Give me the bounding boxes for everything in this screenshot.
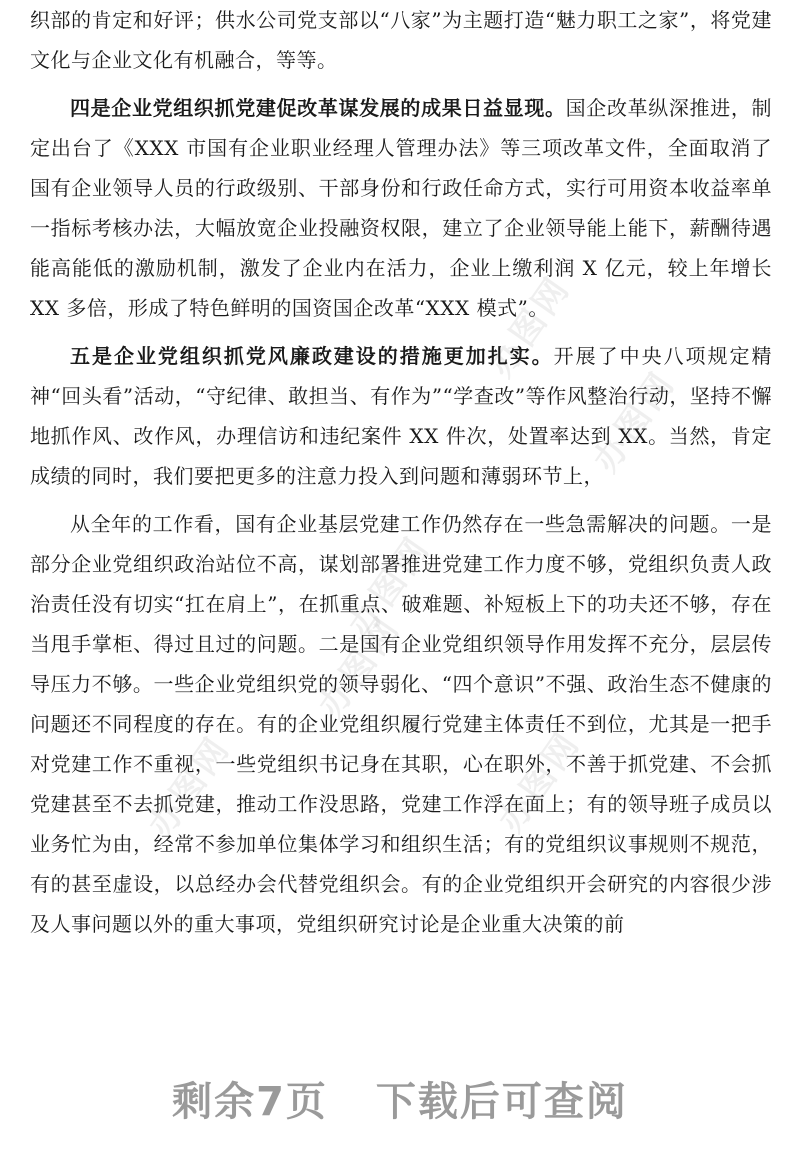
download-to-view-text: 下载后可查阅 <box>375 1079 628 1125</box>
paragraph-lead: 四是企业党组织抓党建促改革谋发展的成果日益显现。 <box>70 96 566 120</box>
paragraph-text: 织部的肯定和好评；供水公司党支部以“八家”为主题打造“魅力职工之家”，将党建文化与企业文化有机融合，等等。 <box>30 8 772 72</box>
paragraph-integrity <box>30 336 772 496</box>
paragraph-problems <box>30 504 772 944</box>
paragraph-reform <box>30 88 772 328</box>
watermark: 办图网 <box>480 268 579 385</box>
paragraph-text: 从全年的工作看，国有企业基层党建工作仍然存在一些急需解决的问题。一是部分企业党组织政治站位不高，谋划部署推进党建工作力度不够，党组织负责人政治责任没有切实“扛在肩上”，在抓重点、破难题、补短板上下的功夫还不够，存在当甩手掌柜、得过且过的问题。二是国有企业党组织领导作用发挥不充分，层层传导压力不够。一些企业党组织党的领导弱化、“四个意识”不强、政治生态不健康的问题还不同程度的存在。有的企业党组织履行党建主体责任不到位，尤其是一把手对党建工作不重视，一些党组织书记身在其职，心在职外，不善于抓党建、不会抓党建甚至不去抓党建，推动工作没思路，党建工作浮在面上；有的领导班子成员以业务忙为由，经常不参加单位集体学习和组织生活；有的党组织议事规则不规范，有的甚至虚设，以总经办会代替党组织会。有的企业党组织开会研究的内容很少涉及人事问题以外的重大事项，党组织研究讨论是企业重大决策的前 <box>30 512 772 936</box>
remaining-pages-text: 剩余7页 <box>172 1079 328 1125</box>
paragraph-text: 国企改革纵深推进，制定出台了《XXX 市国有企业职业经理人管理办法》等三项改革文件，全面取消了国有企业领导人员的行政级别、干部身份和行政任命方式，实行可用资本收益率单一指标考核办法，大幅放宽企业投融资权限，建立了企业领导能上能下，薪酬待遇能高能低的激励机制，激发了企业内在活力，企业上缴利润 X 亿元，较上年增长 XX 多倍，形成了特色鲜明的国资国企改革“XXX 模式”。 <box>30 96 773 320</box>
paragraph-lead: 五是企业党组织抓党风廉政建设的措施更加扎实。 <box>70 344 554 368</box>
watermark: 办图网 <box>340 528 439 645</box>
watermark: 办图网 <box>140 728 239 845</box>
watermark: 办图网 <box>310 608 409 725</box>
watermark: 办图网 <box>585 363 684 480</box>
document-body <box>30 0 772 952</box>
paragraph-text: 开展了中央八项规定精神“回头看”活动，“守纪律、敢担当、有作为”“学查改”等作风整治行动，坚持不懈地抓作风、改作风，办理信访和违纪案件 XX 件次，处置率达到 XX。当然，肯定成绩的同时，我们要把更多的注意力投入到问题和薄弱环节上， <box>30 344 773 488</box>
watermark: 办图网 <box>490 723 589 840</box>
paragraph-continuation <box>30 0 772 80</box>
download-prompt-banner[interactable] <box>0 1070 800 1127</box>
